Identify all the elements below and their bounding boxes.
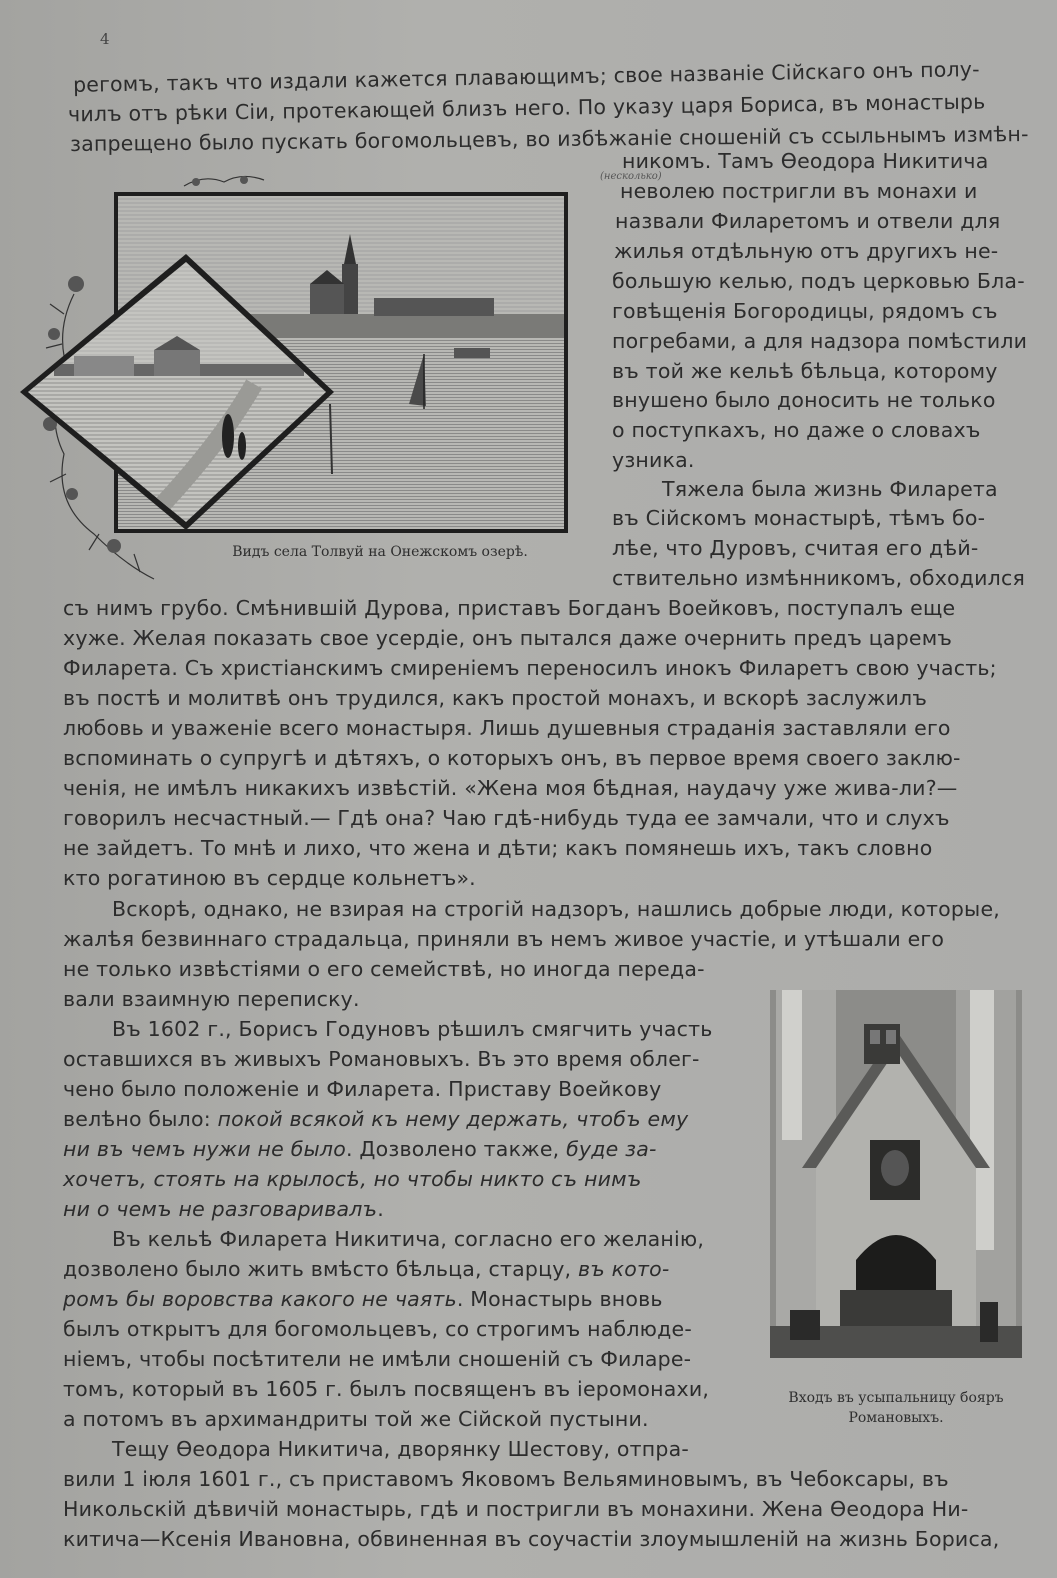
text-line: въ той же кельѣ бѣльца, которому [612,359,998,383]
text-segment: дозволено было жить вмѣсто бѣльца, старцу, [63,1257,578,1281]
figure-caption: Романовыхъ. [848,1410,944,1426]
text-line: о поступкахъ, но даже о словахъ [612,418,981,442]
text-line: оставшихся въ живыхъ Романовыхъ. Въ это время облег- [63,1047,700,1071]
text-line: китича—Ксенія Ивановна, обвиненная въ соучастіи злоумышленій на жизнь Бориса, [63,1527,1000,1551]
entrance-photo-image [770,990,1022,1358]
text-line [63,1284,663,1314]
text-line: въ постѣ и молитвѣ онъ трудился, какъ простой монахъ, и вскорѣ заслужилъ [63,686,928,710]
italic-quote: ни въ чемъ нужи не было [63,1137,346,1161]
text-line: говорилъ несчастный.— Гдѣ она? Чаю гдѣ-нибудь туда ее замчали, что и слухъ [63,806,950,830]
text-line: ніемъ, чтобы посѣтители не имѣли сношеній съ Филаре- [63,1347,692,1371]
text-line [63,1254,669,1284]
text-line [63,1134,657,1164]
text-line: Въ 1602 г., Борисъ Годуновъ рѣшилъ смягчить участь [112,1017,713,1041]
text-line: Никольскій дѣвичій монастырь, гдѣ и постригли въ монахини. Жена Ѳеодора Ни- [63,1497,969,1521]
text-line: любовь и уваженіе всего монастыря. Лишь душевныя страданія заставляли его [63,716,951,740]
text-line: не только извѣстіями о его семействѣ, но иногда переда- [63,957,705,981]
text-line: Тещу Ѳеодора Никитича, дворянку Шестову, отпра- [112,1437,689,1461]
figure-entrance-photo [770,990,1022,1358]
text-line: томъ, который въ 1605 г. былъ посвященъ въ іеромонахи, [63,1377,710,1401]
italic-quote: буде за- [566,1137,657,1161]
italic-quote: въ кото- [577,1257,670,1281]
text-line: въ Сійскомъ монастырѣ, тѣмъ бо- [612,506,986,530]
text-line: Въ кельѣ Филарета Никитича, согласно его желанію, [112,1227,705,1251]
italic-quote: ромъ бы воровства какого не чаять [63,1287,457,1311]
italic-quote: ни о чемъ не разговаривалъ [63,1197,378,1221]
engraving-image [14,174,574,584]
text-segment: . Дозволено также, [345,1137,567,1161]
text-line: Вскорѣ, однако, не взирая на строгій надзоръ, нашлись добрые люди, которые, [112,897,1000,921]
italic-quote: покой всякой къ нему держать, чтобъ ему [217,1107,689,1131]
text-line: лѣе, что Дуровъ, считая его дѣй- [612,536,979,560]
text-line: вспоминать о супругѣ и дѣтяхъ, о которыхъ онъ, въ первое время своего заклю- [63,746,961,770]
text-segment: велѣно было: [63,1107,218,1131]
text-line: неволею постригли въ монахи и [620,179,978,203]
text-line: былъ открытъ для богомольцевъ, со строгимъ наблюде- [63,1317,692,1341]
figure-caption: Входъ въ усыпальницу бояръ [788,1390,1004,1406]
text-line: съ нимъ грубо. Смѣнившій Дурова, приставъ Богданъ Воейковъ, поступалъ еще [63,596,956,620]
text-line: ствительно измѣнникомъ, обходился [612,566,1025,590]
page-number: 4 [100,30,110,48]
text-line [63,1194,384,1224]
margin-note: (несколько) [600,171,662,182]
text-line: внушено было доносить не только [612,388,996,412]
text-line: чено было положеніе и Филарета. Приставу Воейкову [63,1077,662,1101]
text-segment: . Монастырь вновь [456,1287,663,1311]
text-line: назвали Филаретомъ и отвели для [615,209,1001,233]
text-segment: . [377,1197,384,1221]
text-line: ченія, не имѣлъ никакихъ извѣстій. «Жена моя бѣдная, наудачу уже жива-ли?— [63,776,958,800]
text-line: хуже. Желая показать свое усердіе, онъ пытался даже очернить предъ царемъ [63,626,953,650]
text-line: говѣщенія Богородицы, рядомъ съ [612,299,998,323]
text-line: большую келью, подъ церковью Бла- [612,269,1025,293]
text-line: погребами, а для надзора помѣстили [612,329,1028,353]
text-line: жилья отдѣльную отъ другихъ не- [614,239,999,263]
text-line [63,1104,688,1134]
text-line: чилъ отъ рѣки Сіи, протекающей близъ него. По указу царя Бориса, въ монастырь [67,89,986,127]
text-line: вали взаимную переписку. [63,987,360,1011]
text-line: регомъ, такъ что издали кажется плавающимъ; свое названіе Сійскаго онъ полу- [72,57,980,97]
text-line: вили 1 іюля 1601 г., съ приставомъ Яковомъ Вельяминовымъ, въ Чебоксары, въ [63,1467,949,1491]
figure-caption: Видъ села Толвуй на Онежскомъ озерѣ. [232,544,528,560]
text-line: никомъ. Тамъ Ѳеодора Никитича [622,149,989,173]
text-line: узника. [612,448,695,472]
text-line: кто рогатиною въ сердце кольнетъ». [63,866,476,890]
text-line: Филарета. Съ христіанскимъ смиреніемъ переносилъ инокъ Филаретъ свою участь; [63,656,997,680]
text-line: хочетъ, стоять на крылосѣ, но чтобы никто съ нимъ [63,1167,642,1191]
text-line: запрещено было пускать богомольцевъ, во избѣжаніе сношеній съ ссыльнымъ измѣн- [69,121,1029,157]
text-line: а потомъ въ архимандриты той же Сійской пустыни. [63,1407,649,1431]
text-line: жалѣя безвиннаго страдальца, приняли въ немъ живое участіе, и утѣшали его [63,927,945,951]
text-line: Тяжела была жизнь Филарета [662,477,998,501]
figure-tolvuy-engraving [14,174,574,584]
text-line: не зайдетъ. То мнѣ и лихо, что жена и дѣти; какъ помянешь ихъ, такъ словно [63,836,933,860]
